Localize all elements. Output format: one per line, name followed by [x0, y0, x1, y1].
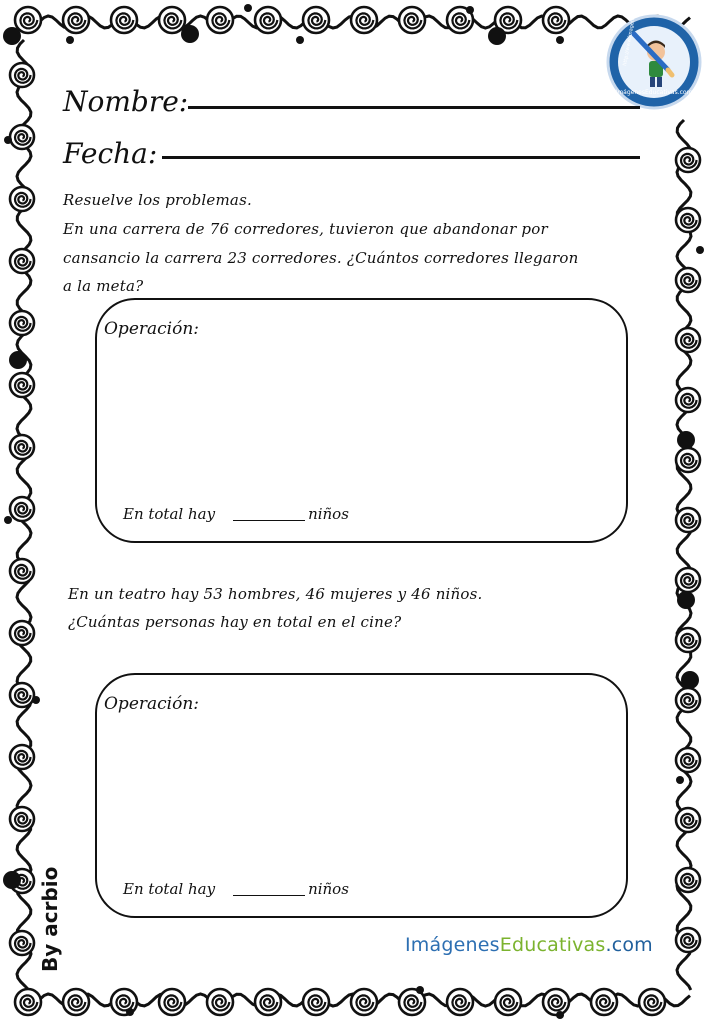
- border-dot: [696, 246, 704, 254]
- problem1-line2: cansancio la carrera 23 corredores. ¿Cuántos corredores llegaron: [63, 249, 579, 267]
- border-dot: [676, 776, 684, 784]
- border-dot: [32, 696, 40, 704]
- border-dot: [681, 671, 699, 689]
- border-dot: [416, 986, 424, 994]
- operation-label-2: Operación:: [104, 694, 200, 714]
- operation-label-1: Operación:: [104, 319, 200, 339]
- brand-part-a: Imágenes: [405, 934, 500, 956]
- border-dot: [488, 27, 506, 45]
- logo-brand-text: ImágenesEducativas.com: [615, 89, 693, 96]
- total-suffix-2: niños: [308, 880, 349, 898]
- wavy-edge: [677, 120, 691, 990]
- border-dot: [677, 591, 695, 609]
- border-dot: [244, 4, 252, 12]
- total-suffix-1: niños: [308, 505, 349, 523]
- total-prefix-1: En total hay: [123, 505, 216, 523]
- problem1-line1: En una carrera de 76 corredores, tuvieron que abandonar por: [63, 220, 548, 238]
- border-dot: [9, 351, 27, 369]
- border-dot: [4, 136, 12, 144]
- border-dot: [677, 431, 695, 449]
- brand-part-c: .com: [605, 934, 653, 956]
- brand-part-b: Educativas: [499, 934, 606, 956]
- border-dot: [466, 6, 474, 14]
- border-dot: [556, 36, 564, 44]
- name-label: Nombre:: [63, 85, 189, 118]
- answer-blank-1[interactable]: [233, 506, 305, 521]
- border-dot: [296, 36, 304, 44]
- total-answer-1: [123, 505, 349, 523]
- site-logo-badge: [606, 14, 702, 110]
- total-answer-2: [123, 880, 349, 898]
- border-dot: [3, 871, 21, 889]
- border-dot: [126, 1008, 134, 1016]
- border-dot: [66, 36, 74, 44]
- instruction-text: Resuelve los problemas.: [63, 191, 252, 209]
- date-line[interactable]: [162, 156, 640, 159]
- answer-blank-2[interactable]: [233, 881, 305, 896]
- problem1-line3: a la meta?: [63, 277, 144, 295]
- border-dot: [3, 27, 21, 45]
- border-dot: [556, 1011, 564, 1019]
- problem2-line1: En un teatro hay 53 hombres, 46 mujeres y 46 niños.: [68, 585, 483, 603]
- author-byline: By acrbio: [38, 866, 62, 972]
- border-dot: [4, 516, 12, 524]
- border-dot: [181, 25, 199, 43]
- total-prefix-2: En total hay: [123, 880, 216, 898]
- problem2-line2: ¿Cuántas personas hay en total en el cine?: [68, 613, 402, 631]
- brand-footer: [405, 934, 653, 956]
- date-label: Fecha:: [63, 137, 158, 170]
- name-line[interactable]: [188, 106, 640, 109]
